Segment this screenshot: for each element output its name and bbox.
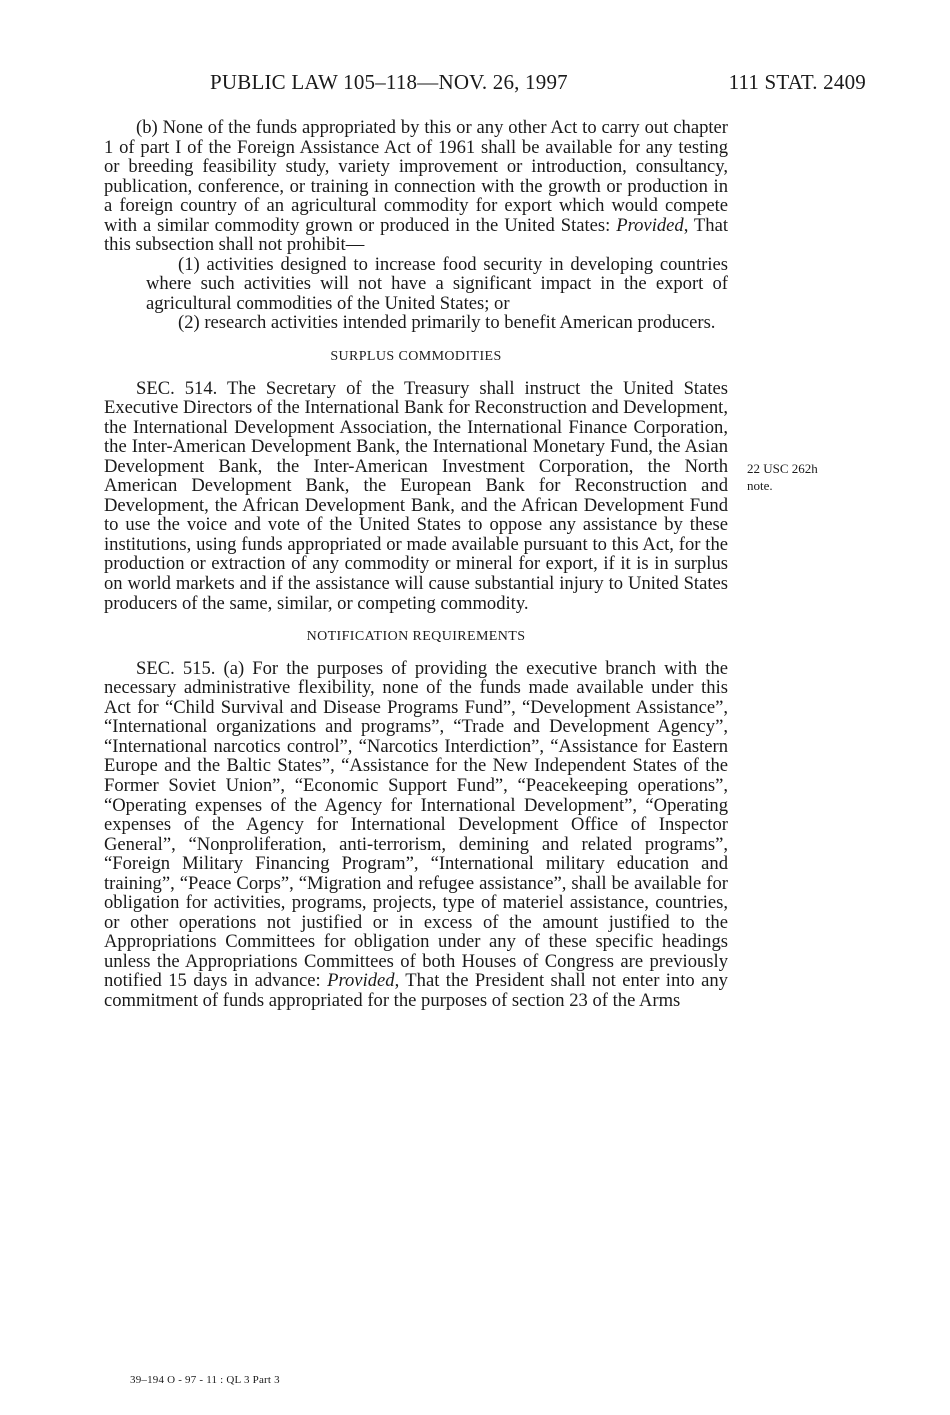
section-515: SEC. 515. (a) For the purposes of providing the executive branch with the necessary administrative flexibility, none of the funds made available under this Act for “Child Survival and Disease Programs Fund”, “Development Assistance”, “International organizations and programs”, “Trade and Development Agency”, “International narcotics control”, “Narcotics Interdiction”, “Assistance for Eastern Europe and the Baltic States”, “Assistance for the New Independent States of the Former Soviet Union”, “Economic Support Fund”, “Peacekeeping operations”, “Operating expenses of the Agency for International Development”, “Operating expenses of the Agency for International Development Office of Inspector General”, “Nonproliferation, anti-terrorism, demining and related programs”, “Foreign Military Financing Program”, “International military education and training”, “Peace Corps”, “Migration and refugee assistance”, shall be available for obligation for activities, programs, projects, type of materiel assistance, countries, or other operations not justified or in excess of the amount justified to the Appropriations Committees for obligation under any of these specific headings unless the Appropriations Committees of both Houses of Congress are previously notified 15 days in advance: Provided, That the President shall not enter into any commitment of funds appropriated for the purposes of section 23 of the Arms	[104, 657, 728, 1011]
law-citation: PUBLIC LAW 105–118—NOV. 26, 1997	[210, 70, 568, 94]
list-item-2: (2) research activities intended primarily to benefit American producers.	[178, 312, 716, 334]
paragraph-b: (b) None of the funds appropriated by this or any other Act to carry out chapter 1 of part I of the Foreign Assistance Act of 1961 shall be available for any testing or breeding feasibility study, variety improvement or introduction, consultancy, publication, conference, or training in connection with the growth or production in a foreign country of an agricultural commodity for export which would compete with a similar commodity grown or produced in the United States: Provided, That this subsection shall not prohibit—	[104, 117, 729, 256]
page-footer: 39–194 O - 97 - 11 : QL 3 Part 3	[130, 1374, 280, 1386]
main-text-column	[104, 118, 728, 1011]
section-514: SEC. 514. The Secretary of the Treasury shall instruct the United States Executive Directors of the International Bank for Reconstruction and Development, the International Development Association, the International Finance Corporation, the Inter-American Development Bank, the International Monetary Fund, the Asian Development Bank, the Inter-American Investment Corporation, the North American Development Bank, the European Bank for Reconstruction and Development, the African Development Bank, and the African Development Fund to use the voice and vote of the United States to oppose any assistance by these institutions, using funds appropriated or made available pursuant to this Act, for the production or extraction of any commodity or mineral for export, if it is in surplus on world markets and if the assistance will cause substantial injury to United States producers of the same, similar, or competing commodity.	[104, 377, 728, 614]
margin-citation-note	[747, 460, 857, 494]
section-heading-notification: NOTIFICATION REQUIREMENTS	[306, 629, 526, 645]
usc-citation: 22 USC 262h	[747, 461, 818, 476]
list-item-1: (1) activities designed to increase food security in developing countries where such activities will not have a significant impact in the export of agricultural commodities of the United States; or	[146, 253, 728, 314]
section-heading-surplus: SURPLUS COMMODITIES	[330, 349, 502, 365]
statute-page-number: 111 STAT. 2409	[728, 70, 866, 94]
page-header	[210, 70, 866, 100]
note-label: note.	[747, 478, 773, 493]
